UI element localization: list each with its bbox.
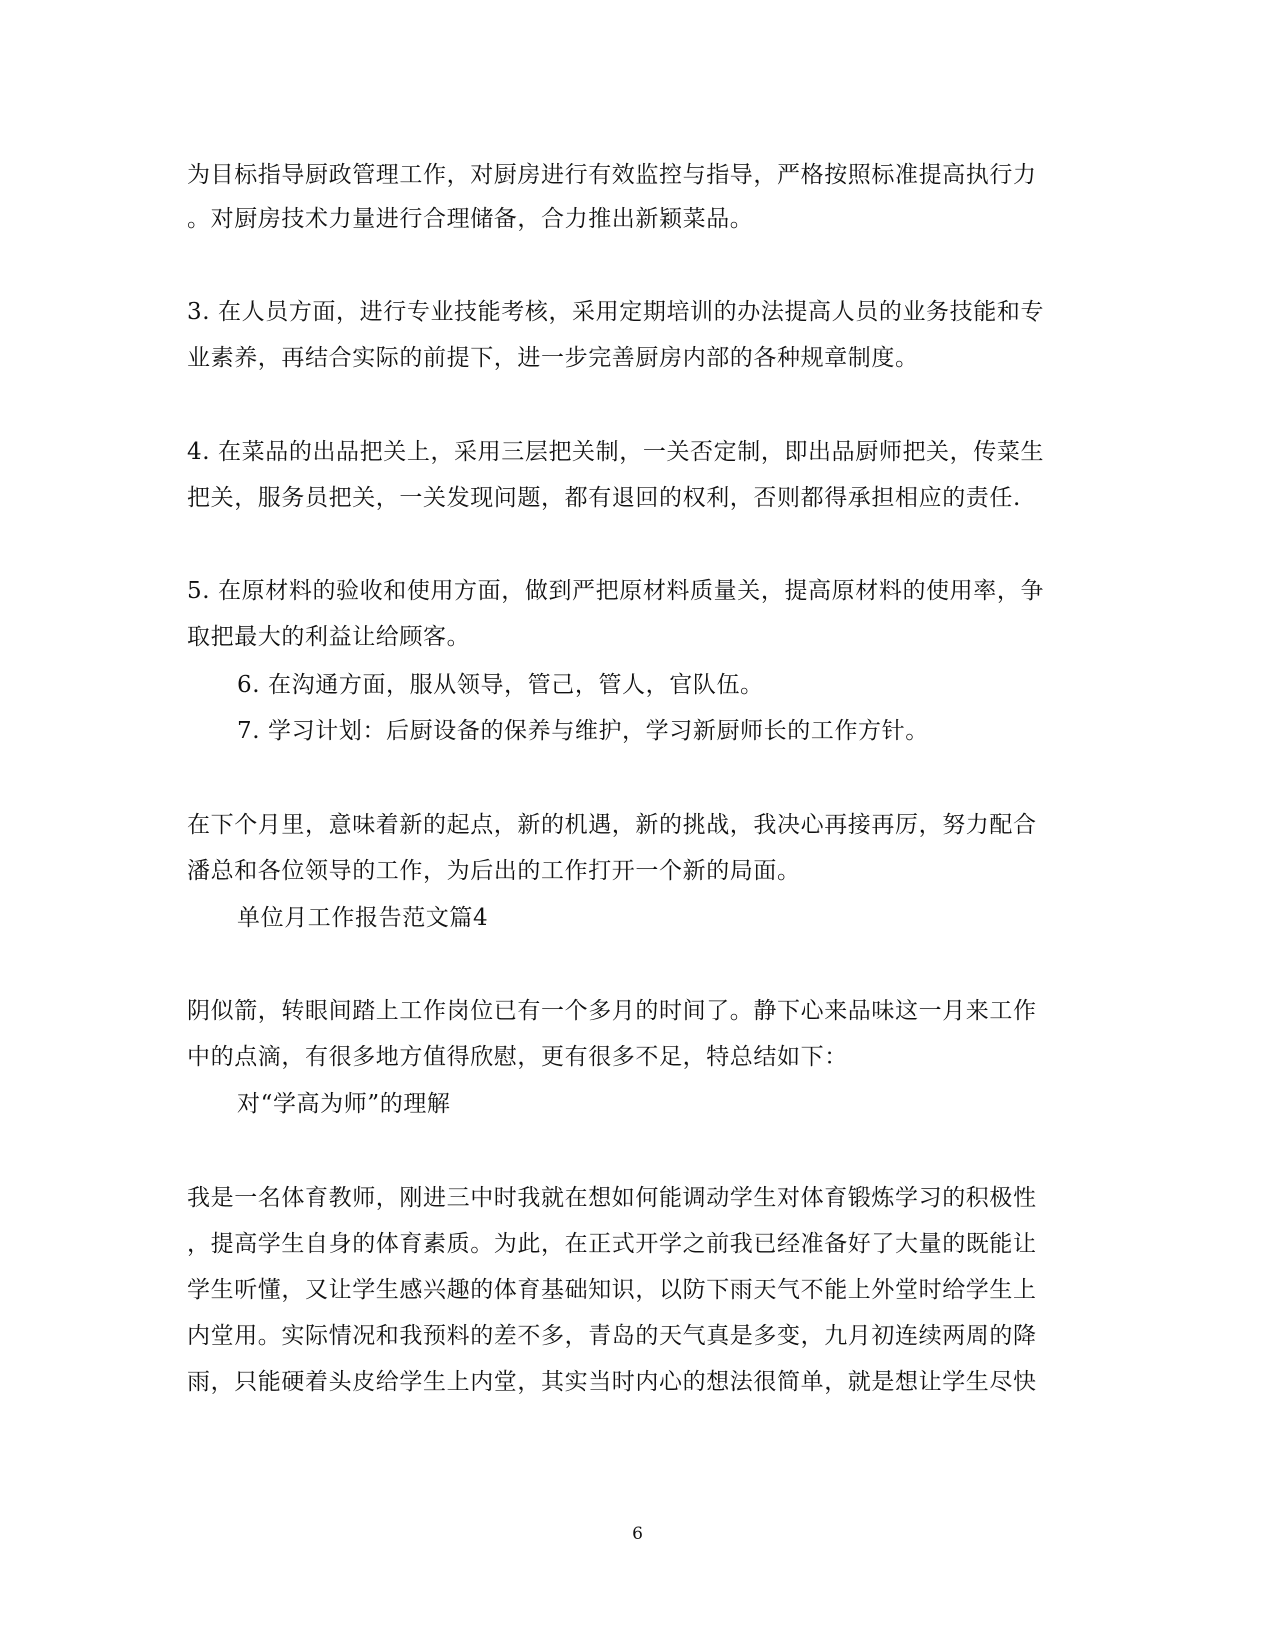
list-item-7: 7. 学习计划：后厨设备的保养与维护，学习新厨师长的工作方针。	[237, 718, 929, 744]
page-number: 6	[632, 1524, 643, 1544]
list-item-4-line: 把关，服务员把关，一关发现问题，都有退回的权利，否则都得承担相应的责任.	[187, 485, 1021, 511]
section-heading: 单位月工作报告范文篇4	[237, 905, 489, 931]
list-item-4-line: 4. 在菜品的出品把关上，采用三层把关制，一关否定制，即出品厨师把关，传菜生	[187, 439, 1045, 465]
paragraph-line: 我是一名体育教师，刚进三中时我就在想如何能调动学生对体育锻炼学习的积极性	[187, 1185, 1037, 1211]
paragraph-line: 阴似箭，转眼间踏上工作岗位已有一个多月的时间了。静下心来品味这一月来工作	[187, 998, 1037, 1024]
paragraph-line: ，提高学生自身的体育素质。为此，在正式开学之前我已经准备好了大量的既能让	[187, 1231, 1037, 1257]
paragraph-line: 。对厨房技术力量进行合理储备，合力推出新颖菜品。	[187, 206, 754, 232]
paragraph-line: 内堂用。实际情况和我预料的差不多，青岛的天气真是多变，九月初连续两周的降	[187, 1323, 1037, 1349]
paragraph-line: 潘总和各位领导的工作，为后出的工作打开一个新的局面。	[187, 858, 801, 884]
list-item-5-line: 5. 在原材料的验收和使用方面，做到严把原材料质量关，提高原材料的使用率，争	[187, 578, 1045, 604]
paragraph-line: 为目标指导厨政管理工作，对厨房进行有效监控与指导，严格按照标准提高执行力	[187, 162, 1037, 188]
paragraph-line: 中的点滴，有很多地方值得欣慰，更有很多不足，特总结如下：	[187, 1044, 848, 1070]
paragraph-line: 在下个月里，意味着新的起点，新的机遇，新的挑战，我决心再接再厉，努力配合	[187, 812, 1037, 838]
paragraph-line: 雨，只能硬着头皮给学生上内堂，其实当时内心的想法很简单，就是想让学生尽快	[187, 1369, 1037, 1395]
subheading: 对“学高为师”的理解	[237, 1091, 451, 1117]
paragraph-line: 学生听懂，又让学生感兴趣的体育基础知识，以防下雨天气不能上外堂时给学生上	[187, 1277, 1037, 1303]
list-item-5-line: 取把最大的利益让给顾客。	[187, 624, 471, 650]
list-item-6: 6. 在沟通方面，服从领导，管己，管人，官队伍。	[237, 672, 764, 698]
list-item-3-line: 3. 在人员方面，进行专业技能考核，采用定期培训的办法提高人员的业务技能和专	[187, 299, 1045, 325]
list-item-3-line: 业素养，再结合实际的前提下，进一步完善厨房内部的各种规章制度。	[187, 345, 919, 371]
